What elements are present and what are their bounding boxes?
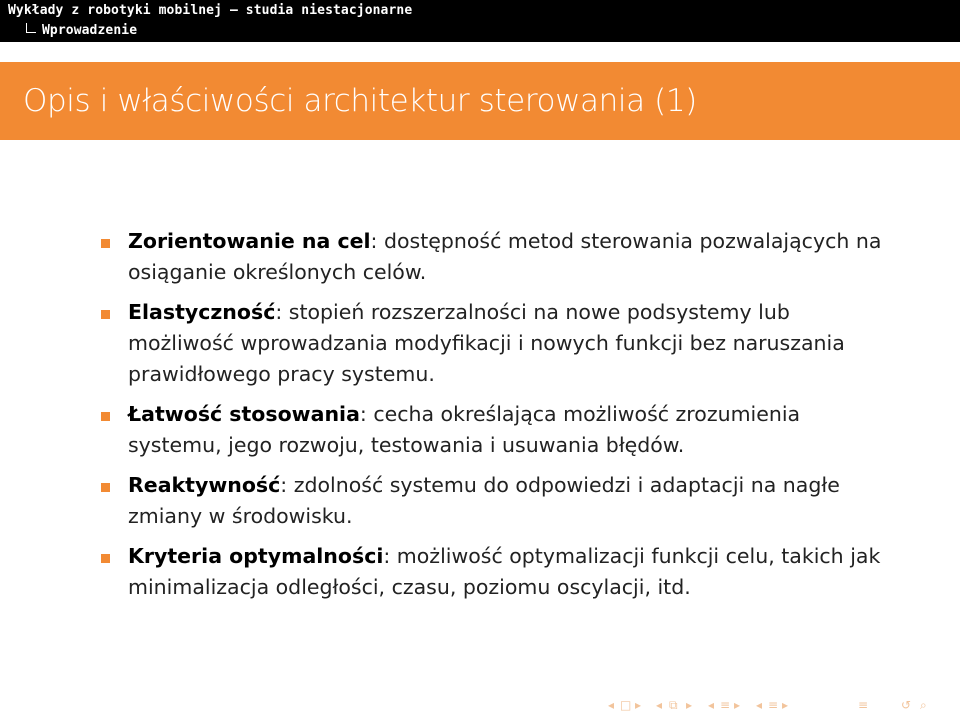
item-term: Reaktywność — [128, 473, 281, 497]
nav-search-icon[interactable]: ⌕ — [920, 698, 927, 712]
nav-prev-frame-icon[interactable]: ◂ — [656, 698, 663, 712]
bullet-icon — [101, 483, 110, 492]
nav-frame-icon[interactable]: ⧉ — [669, 698, 678, 712]
nav-next-slide-icon[interactable]: ▸ — [635, 698, 642, 712]
frame-title-bar — [0, 62, 960, 140]
page-title: Opis i właściwości architektur sterowania (1) — [23, 83, 697, 119]
item-term: Łatwość stosowania — [128, 402, 360, 426]
nav-next-subsection-icon[interactable]: ▸ — [734, 698, 741, 712]
nav-next-frame-icon[interactable]: ▸ — [686, 698, 693, 712]
nav-prev-section-icon[interactable]: ◂ — [756, 698, 763, 712]
nav-prev-subsection-icon[interactable]: ◂ — [708, 698, 715, 712]
list-item — [100, 297, 900, 390]
list-item — [100, 470, 900, 532]
nav-subsection-icon[interactable]: ≡ — [720, 698, 731, 712]
property-list — [100, 226, 900, 612]
item-text: : dostępność metod sterowania pozwalających na osiąganie określonych celów. — [128, 229, 882, 284]
bullet-icon — [101, 412, 110, 421]
list-item — [100, 541, 900, 603]
course-title-bar — [0, 0, 960, 22]
navigation-symbols — [608, 696, 953, 714]
nav-next-section-icon[interactable]: ▸ — [782, 698, 789, 712]
item-text: : stopień rozszerzalności na nowe podsystemy lub możliwość wprowadzania modyfikacji i nowych funkcji bez naruszania prawidłowego pracy systemu. — [128, 300, 845, 386]
item-term: Kryteria optymalności — [128, 544, 384, 568]
list-item — [100, 226, 900, 288]
item-text: : zdolność systemu do odpowiedzi i adaptacji na nagłe zmiany w środowisku. — [128, 473, 840, 528]
item-text: : możliwość optymalizacji funkcji celu, takich jak minimalizacja odległości, czasu, poziomu oscylacji, itd. — [128, 544, 881, 599]
nav-back-icon[interactable]: ↺ — [901, 698, 912, 712]
list-item — [100, 399, 900, 461]
bullet-icon — [101, 310, 110, 319]
section-bar — [0, 22, 960, 42]
nav-prev-slide-icon[interactable]: ◂ — [608, 698, 615, 712]
bullet-icon — [101, 554, 110, 563]
course-title[interactable]: Wykłady z robotyki mobilnej — studia niestacjonarne — [8, 3, 413, 18]
nav-slide-icon[interactable]: □ — [620, 698, 632, 712]
nav-appendix-icon[interactable]: ≡ — [858, 698, 869, 712]
item-text: : cecha określająca możliwość zrozumienia systemu, jego rozwoju, testowania i usuwania błędów. — [128, 402, 801, 457]
nav-section-icon[interactable]: ≡ — [768, 698, 779, 712]
item-term: Elastyczność — [128, 300, 276, 324]
section-title[interactable]: Wprowadzenie — [42, 23, 138, 38]
item-term: Zorientowanie na cel — [128, 229, 371, 253]
bullet-icon — [101, 239, 110, 248]
tree-branch-icon — [20, 22, 42, 40]
